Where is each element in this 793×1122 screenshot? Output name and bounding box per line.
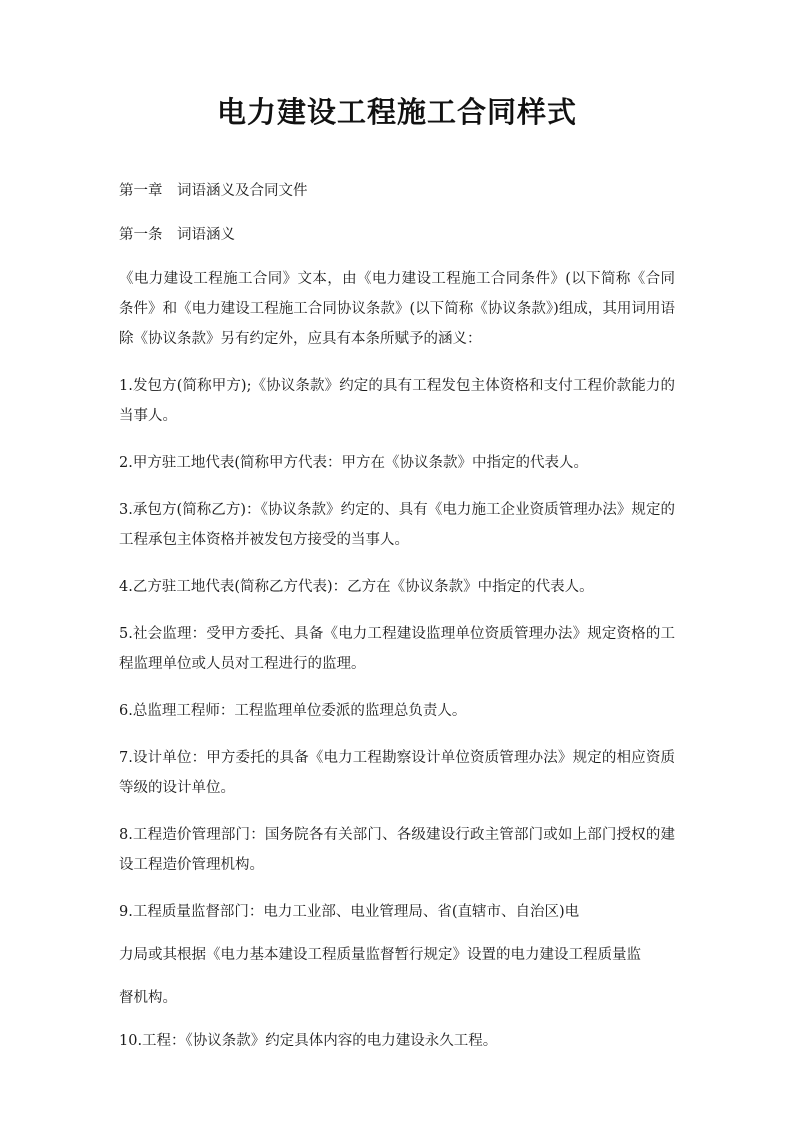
definition-item-9: 9.工程质量监督部门：电力工业部、电业管理局、省(直辖市、自治区)电 xyxy=(119,904,580,920)
document-title: 电力建设工程施工合同样式 xyxy=(216,95,577,129)
intro-paragraph: 《电力建设工程施工合同》文本，由《电力建设工程施工合同条件》(以下简称《合同条件》和《电力建设工程施工合同协议条款》(以下简称《协议条款》)组成，其用词用语除《协议条款》另有约定外，应具有本条所赋予的涵义： xyxy=(119,271,675,347)
definition-item-10: 10.工程：《协议条款》约定具体内容的电力建设永久工程。 xyxy=(119,1033,498,1049)
article-heading: 第一条 词语涵义 xyxy=(119,227,235,243)
definition-item-6: 6.总监理工程师：工程监理单位委派的监理总负责人。 xyxy=(119,703,467,719)
definition-item-4: 4.乙方驻工地代表(简称乙方代表)：乙方在《协议条款》中指定的代表人。 xyxy=(119,579,594,595)
definition-item-9-end: 督机构。 xyxy=(119,990,177,1006)
definition-item-3: 3.承包方(简称乙方)：《协议条款》约定的、具有《电力施工企业资质管理办法》规定的工程承包主体资格并被发包方接受的当事人。 xyxy=(119,502,675,548)
definition-item-8: 8.工程造价管理部门：国务院各有关部门、各级建设行政主管部门或如上部门授权的建设工程造价管理机构。 xyxy=(119,827,675,873)
definition-item-2: 2.甲方驻工地代表(简称甲方代表：甲方在《协议条款》中指定的代表人。 xyxy=(119,455,588,471)
definition-item-7: 7.设计单位：甲方委托的具备《电力工程勘察设计单位资质管理办法》规定的相应资质等级的设计单位。 xyxy=(119,750,675,796)
definition-item-1: 1.发包方(简称甲方);《协议条款》约定的具有工程发包主体资格和支付工程价款能力的当事人。 xyxy=(119,378,675,424)
definition-item-5: 5.社会监理：受甲方委托、具备《电力工程建设监理单位资质管理办法》规定资格的工程监理单位或人员对工程进行的监理。 xyxy=(119,626,675,672)
definition-item-9-continued: 力局或其根据《电力基本建设工程质量监督暂行规定》设置的电力建设工程质量监 xyxy=(119,947,641,963)
chapter-heading: 第一章 词语涵义及合同文件 xyxy=(119,183,308,199)
